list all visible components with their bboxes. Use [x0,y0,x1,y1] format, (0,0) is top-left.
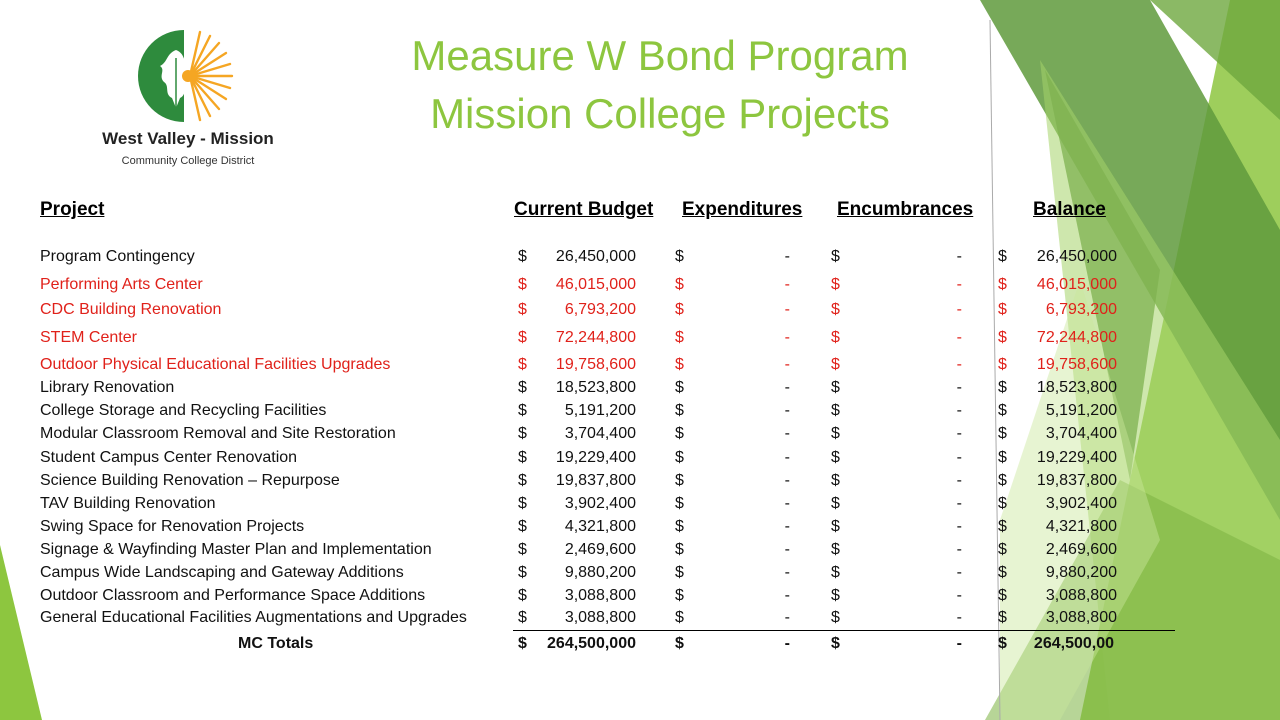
budget-currency: $ [518,356,527,373]
budget-currency: $ [518,609,527,626]
budget-value: 19,758,600 [555,356,636,373]
balance-value: 46,015,000 [1036,276,1117,293]
project-name: Swing Space for Renovation Projects [40,518,305,535]
encumbrances-currency: $ [831,587,840,604]
encumbrances-value: - [956,301,962,318]
title-line-2: Mission College Projects [430,90,890,137]
expenditures-currency: $ [675,449,684,466]
expenditures-currency: $ [675,402,684,419]
table-row [0,539,1280,561]
budget-currency: $ [518,402,527,419]
budget-value: 6,793,200 [564,301,636,318]
district-logo [88,28,288,173]
balance-value: 19,229,400 [1036,449,1117,466]
budget-value: 18,523,800 [555,379,636,396]
table-row [0,493,1280,515]
expenditures-currency: $ [675,564,684,581]
project-name: Science Building Renovation – Repurpose [40,472,340,489]
balance-value: 26,450,000 [1036,248,1117,265]
title-line-1: Measure W Bond Program [411,32,909,79]
budget-currency: $ [518,518,527,535]
project-name: Signage & Wayfinding Master Plan and Implementation [40,541,432,558]
total-budget-value: 264,500,000 [547,635,636,652]
table-row [0,246,1280,268]
project-name: Library Renovation [40,379,175,396]
budget-value: 26,450,000 [555,248,636,265]
encumbrances-value: - [956,276,962,293]
expenditures-value: - [784,609,790,626]
encumbrances-currency: $ [831,402,840,419]
budget-value: 2,469,600 [564,541,636,558]
expenditures-value: - [784,276,790,293]
totals-row [0,633,1280,655]
budget-currency: $ [518,276,527,293]
balance-currency: $ [998,518,1007,535]
balance-value: 2,469,600 [1045,541,1117,558]
budget-currency: $ [518,329,527,346]
balance-currency: $ [998,248,1007,265]
project-name: General Educational Facilities Augmentations and Upgrades [40,609,467,626]
expenditures-value: - [784,301,790,318]
budget-value: 3,902,400 [564,495,636,512]
expenditures-value: - [784,518,790,535]
encumbrances-currency: $ [831,379,840,396]
totals-divider [513,630,1175,631]
table-row [0,607,1280,629]
expenditures-currency: $ [675,495,684,512]
project-name: Campus Wide Landscaping and Gateway Additions [40,564,404,581]
logo-subtitle: Community College District [121,155,255,167]
project-name: Modular Classroom Removal and Site Restoration [40,425,396,442]
encumbrances-value: - [956,329,962,346]
balance-currency: $ [998,356,1007,373]
encumbrances-currency: $ [831,248,840,265]
project-name: College Storage and Recycling Facilities [40,402,327,419]
header-balance: Balance [1033,199,1106,220]
balance-currency: $ [998,587,1007,604]
encumbrances-value: - [956,587,962,604]
encumbrances-currency: $ [831,635,840,652]
expenditures-currency: $ [675,472,684,489]
encumbrances-value: - [956,495,962,512]
expenditures-value: - [784,587,790,604]
encumbrances-value: - [956,518,962,535]
budget-currency: $ [518,495,527,512]
encumbrances-currency: $ [831,495,840,512]
total-expenditures-value: - [784,635,790,652]
budget-currency: $ [518,635,527,652]
expenditures-currency: $ [675,301,684,318]
project-name: STEM Center [40,329,137,346]
expenditures-currency: $ [675,518,684,535]
balance-currency: $ [998,472,1007,489]
balance-value: 72,244,800 [1036,329,1117,346]
table-row [0,377,1280,399]
balance-value: 3,902,400 [1045,495,1117,512]
budget-currency: $ [518,425,527,442]
balance-value: 19,758,600 [1036,356,1117,373]
budget-value: 46,015,000 [555,276,636,293]
balance-value: 3,088,800 [1045,587,1117,604]
encumbrances-value: - [956,425,962,442]
balance-value: 9,880,200 [1045,564,1117,581]
encumbrances-currency: $ [831,301,840,318]
project-name: Performing Arts Center [40,276,203,293]
balance-currency: $ [998,402,1007,419]
encumbrances-value: - [956,356,962,373]
total-balance-value: 264,500,00 [1033,635,1114,652]
encumbrances-value: - [956,449,962,466]
table-row [0,470,1280,492]
oak-leaf-sunburst-icon [136,28,236,124]
budget-value: 9,880,200 [564,564,636,581]
balance-currency: $ [998,276,1007,293]
project-name: Program Contingency [40,248,195,265]
budget-currency: $ [518,248,527,265]
budget-currency: $ [518,301,527,318]
encumbrances-currency: $ [831,356,840,373]
budget-value: 19,837,800 [555,472,636,489]
budget-currency: $ [518,379,527,396]
expenditures-currency: $ [675,276,684,293]
expenditures-currency: $ [675,541,684,558]
encumbrances-value: - [956,402,962,419]
budget-currency: $ [518,472,527,489]
expenditures-value: - [784,564,790,581]
project-name: CDC Building Renovation [40,301,222,318]
header-project: Project [40,199,105,220]
encumbrances-value: - [956,541,962,558]
budget-currency: $ [518,587,527,604]
expenditures-currency: $ [675,356,684,373]
table-row [0,299,1280,321]
encumbrances-value: - [956,564,962,581]
expenditures-value: - [784,329,790,346]
table-row [0,400,1280,422]
expenditures-value: - [784,356,790,373]
expenditures-value: - [784,449,790,466]
project-name: Outdoor Classroom and Performance Space Additions [40,587,426,604]
budget-currency: $ [518,541,527,558]
project-name: TAV Building Renovation [40,495,216,512]
encumbrances-currency: $ [831,276,840,293]
total-encumbrances-value: - [956,635,962,652]
table-row [0,327,1280,349]
budget-currency: $ [518,449,527,466]
expenditures-value: - [784,495,790,512]
expenditures-value: - [784,541,790,558]
encumbrances-currency: $ [831,472,840,489]
project-name: Outdoor Physical Educational Facilities Upgrades [40,356,391,373]
encumbrances-value: - [956,248,962,265]
expenditures-currency: $ [675,609,684,626]
expenditures-currency: $ [675,248,684,265]
balance-currency: $ [998,301,1007,318]
balance-currency: $ [998,379,1007,396]
encumbrances-currency: $ [831,564,840,581]
expenditures-currency: $ [675,635,684,652]
encumbrances-currency: $ [831,425,840,442]
balance-currency: $ [998,564,1007,581]
budget-value: 3,704,400 [564,425,636,442]
budget-value: 3,088,800 [564,609,636,626]
budget-value: 5,191,200 [564,402,636,419]
encumbrances-currency: $ [831,541,840,558]
table-row [0,516,1280,538]
encumbrances-value: - [956,379,962,396]
balance-value: 18,523,800 [1036,379,1117,396]
project-name: Student Campus Center Renovation [40,449,298,466]
budget-value: 72,244,800 [555,329,636,346]
expenditures-value: - [784,402,790,419]
table-row [0,274,1280,296]
balance-currency: $ [998,635,1007,652]
header-expenditures: Expenditures [682,199,803,220]
expenditures-value: - [784,472,790,489]
balance-currency: $ [998,329,1007,346]
expenditures-value: - [784,379,790,396]
table-row [0,447,1280,469]
budget-value: 19,229,400 [555,449,636,466]
balance-value: 3,088,800 [1045,609,1117,626]
encumbrances-value: - [956,609,962,626]
header-current-budget: Current Budget [514,199,654,220]
table-row [0,354,1280,376]
balance-currency: $ [998,449,1007,466]
balance-value: 3,704,400 [1045,425,1117,442]
budget-currency: $ [518,564,527,581]
expenditures-currency: $ [675,587,684,604]
balance-currency: $ [998,425,1007,442]
balance-value: 5,191,200 [1045,402,1117,419]
logo-name: West Valley - Mission [102,129,274,148]
expenditures-currency: $ [675,379,684,396]
encumbrances-currency: $ [831,518,840,535]
expenditures-value: - [784,248,790,265]
balance-value: 19,837,800 [1036,472,1117,489]
encumbrances-currency: $ [831,449,840,466]
totals-label: MC Totals [238,635,314,652]
balance-value: 4,321,800 [1045,518,1117,535]
balance-value: 6,793,200 [1045,301,1117,318]
balance-currency: $ [998,495,1007,512]
header-encumbrances: Encumbrances [837,199,974,220]
expenditures-currency: $ [675,425,684,442]
budget-value: 3,088,800 [564,587,636,604]
budget-value: 4,321,800 [564,518,636,535]
encumbrances-currency: $ [831,609,840,626]
expenditures-currency: $ [675,329,684,346]
table-row [0,423,1280,445]
balance-currency: $ [998,541,1007,558]
encumbrances-value: - [956,472,962,489]
table-row [0,562,1280,584]
table-row [0,585,1280,607]
encumbrances-currency: $ [831,329,840,346]
expenditures-value: - [784,425,790,442]
balance-currency: $ [998,609,1007,626]
